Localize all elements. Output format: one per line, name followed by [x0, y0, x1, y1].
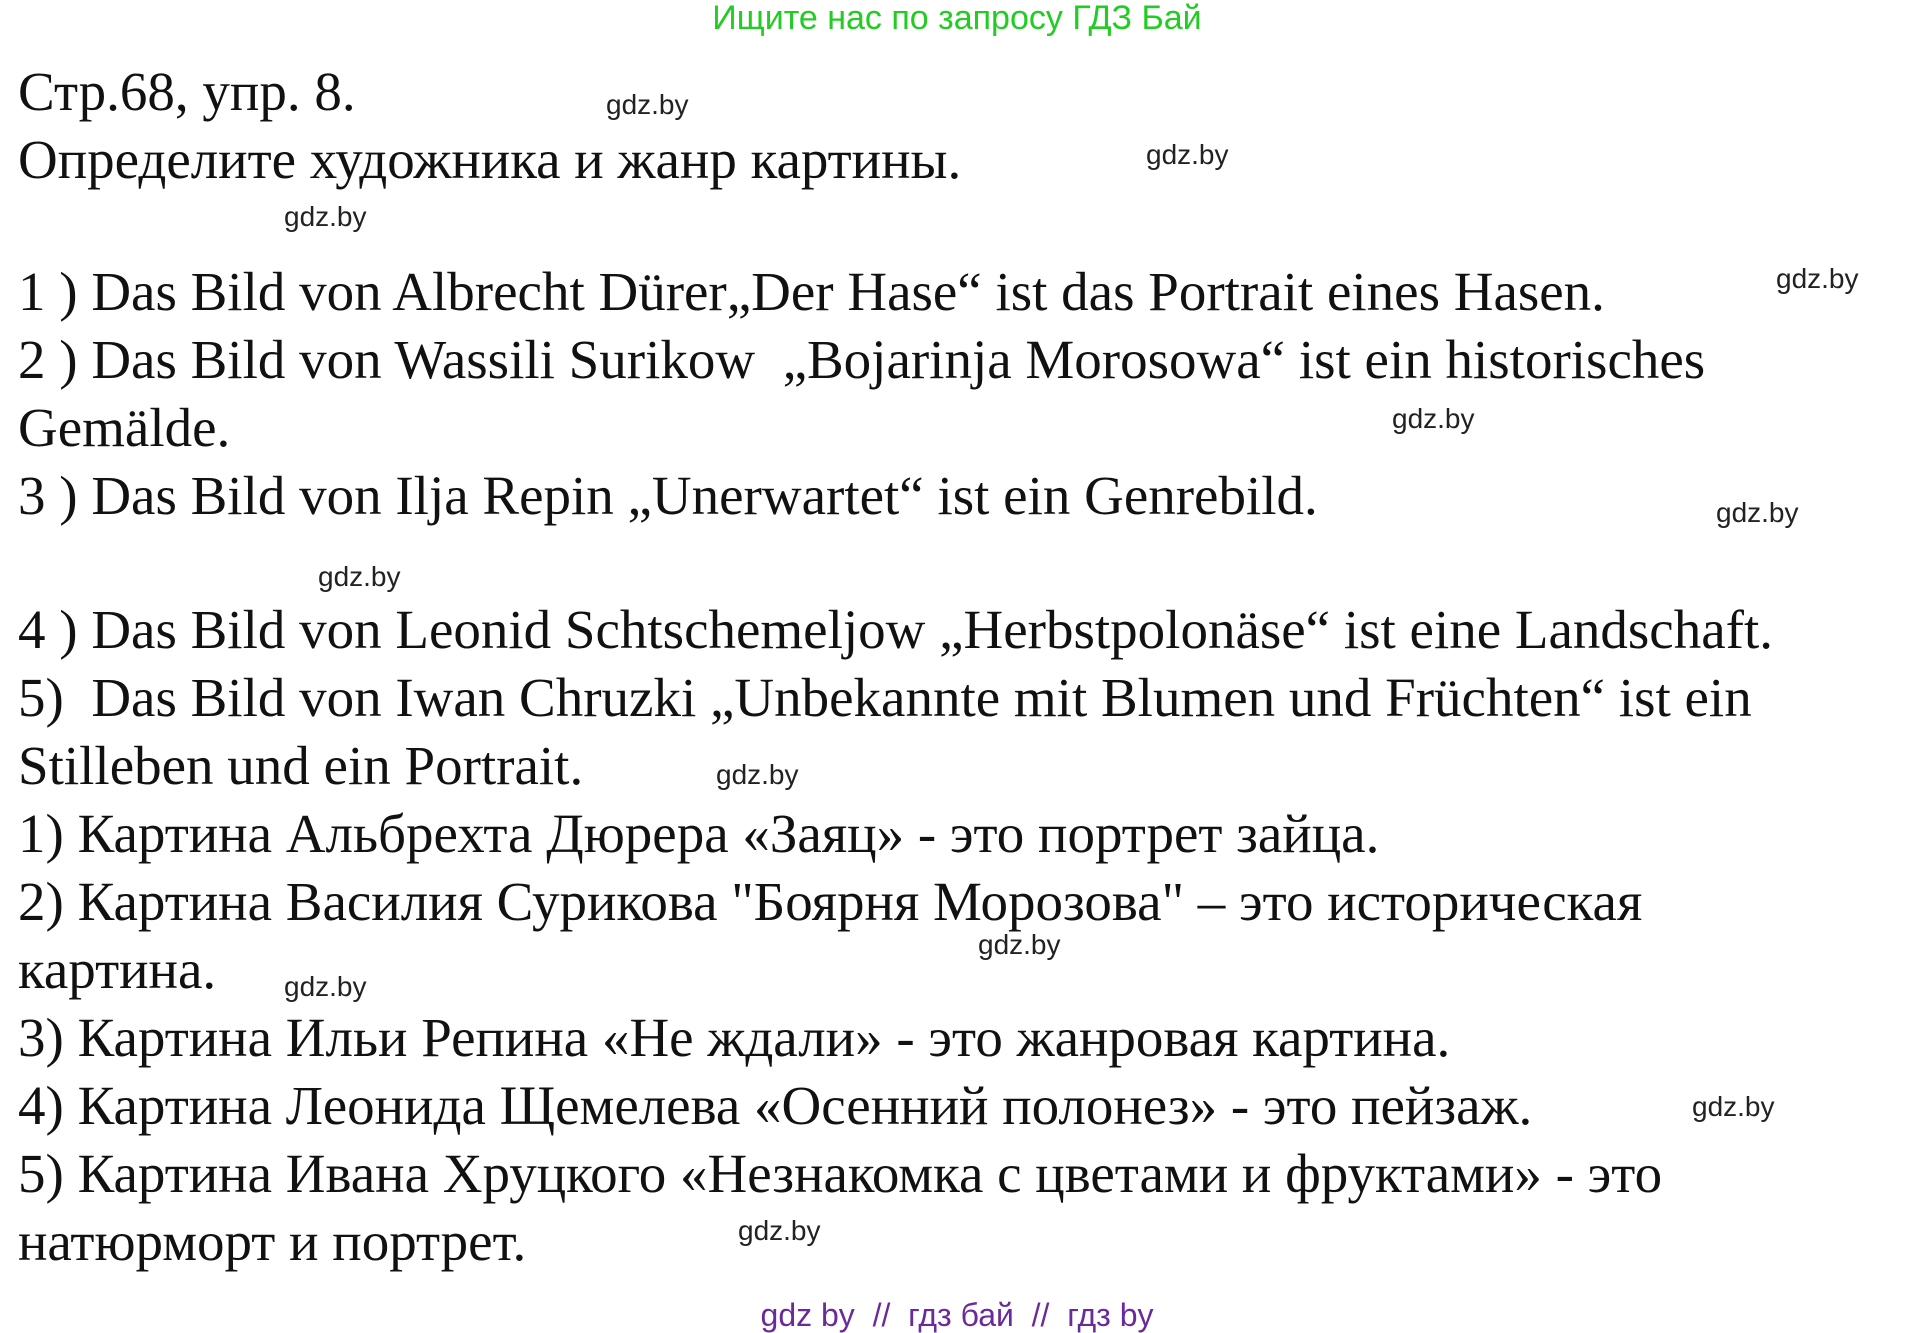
watermark: gdz.by: [1146, 139, 1229, 170]
watermark: gdz.by: [318, 561, 401, 592]
german-answer-4: 4 ) Das Bild von Leonid Schtschemeljow „Herbstpolonäse“ ist eine Landschaft.: [18, 599, 1773, 660]
russian-answer-4: 4) Картина Леонида Щемелева «Осенний полонез» - это пейзаж.: [18, 1075, 1533, 1136]
russian-answer-5-cont: натюрморт и портрет.: [18, 1211, 527, 1272]
task-instruction: Определите художника и жанр картины.: [18, 129, 962, 190]
footer-watermark: gdz by // гдз бай // гдз by: [760, 1297, 1154, 1333]
watermark: gdz.by: [284, 971, 367, 1002]
watermark: gdz.by: [1776, 263, 1859, 294]
search-banner: Ищите нас по запросу ГДЗ Бай: [712, 0, 1202, 37]
russian-answer-3: 3) Картина Ильи Репина «Не ждали» - это жанровая картина.: [18, 1007, 1451, 1068]
exercise-title: Стр.68, упр. 8.: [18, 61, 356, 122]
german-answer-2: 2 ) Das Bild von Wassili Surikow „Bojarinja Morosowa“ ist ein historisches: [18, 329, 1706, 390]
watermark: gdz.by: [606, 89, 689, 120]
german-answer-3: 3 ) Das Bild von Ilja Repin „Unerwartet“ ist ein Genrebild.: [18, 465, 1318, 526]
russian-answer-2-cont: картина.: [18, 939, 217, 1000]
russian-answer-1: 1) Картина Альбрехта Дюрера «Заяц» - это портрет зайца.: [18, 803, 1380, 864]
watermark: gdz.by: [716, 759, 799, 790]
german-answer-5: 5) Das Bild von Iwan Chruzki „Unbekannte mit Blumen und Früchten“ ist ein: [18, 667, 1752, 728]
russian-answer-5: 5) Картина Ивана Хруцкого «Незнакомка с цветами и фруктами» - это: [18, 1143, 1663, 1204]
russian-answer-2: 2) Картина Василия Сурикова "Боярня Морозова" – это историческая: [18, 871, 1643, 932]
watermark: gdz.by: [978, 929, 1061, 960]
watermark: gdz.by: [1692, 1091, 1775, 1122]
german-answer-5-cont: Stilleben und ein Portrait.: [18, 735, 584, 796]
german-answer-1: 1 ) Das Bild von Albrecht Dürer„Der Hase“ ist das Portrait eines Hasen.: [18, 261, 1605, 322]
watermark: gdz.by: [1716, 497, 1799, 528]
watermark: gdz.by: [1392, 403, 1475, 434]
german-answer-2-cont: Gemälde.: [18, 397, 231, 458]
watermark: gdz.by: [738, 1215, 821, 1246]
watermark: gdz.by: [284, 201, 367, 232]
